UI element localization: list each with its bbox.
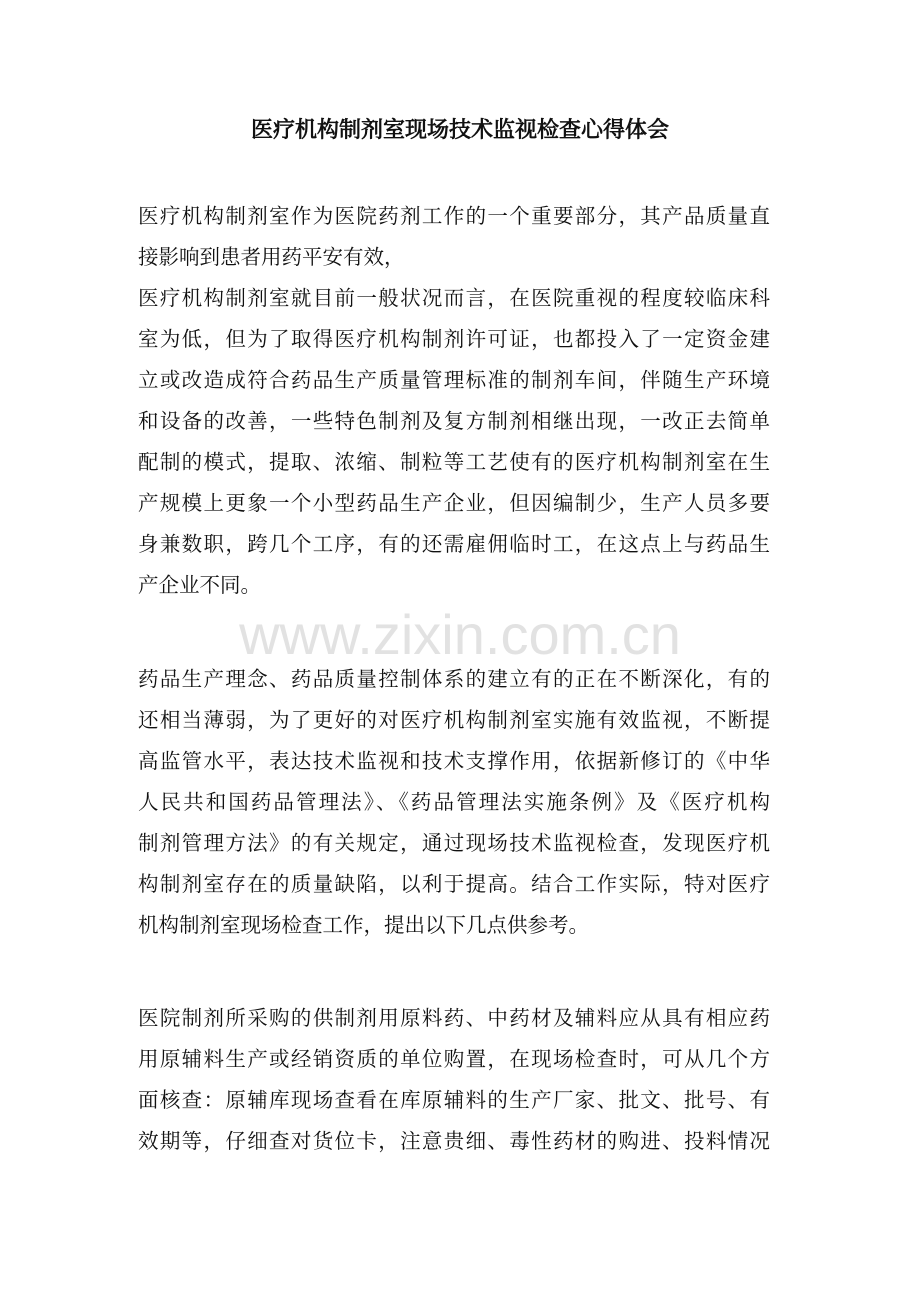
paragraph-line: 接影响到患者用药平安有效，	[138, 245, 405, 269]
paragraph-line: 高监管水平，表达技术监视和技术支撑作用，依据新修订的《中华	[138, 749, 770, 773]
paragraph-2	[138, 659, 770, 946]
paragraph-line: 配制的模式，提取、浓缩、制粒等工艺使有的医疗机构制剂室在生	[138, 450, 770, 474]
watermark: www.zixin.com.cn	[239, 603, 681, 666]
paragraph-line: 医疗机构制剂室作为医院药剂工作的一个重要部分，其产品质量直	[138, 204, 770, 228]
paragraph-line: 还相当薄弱，为了更好的对医疗机构制剂室实施有效监视，不断提	[138, 708, 770, 732]
paragraph-line: 立或改造成符合药品生产质量管理标准的制剂车间，伴随生产环境	[138, 368, 770, 392]
document-title: 医疗机构制剂室现场技术监视检查心得体会	[250, 117, 669, 143]
paragraph-line: 和设备的改善，一些特色制剂及复方制剂相继出现，一改正去简单	[138, 409, 770, 433]
paragraph-line: 构制剂室存在的质量缺陷，以利于提高。结合工作实际，特对医疗	[138, 872, 770, 896]
paragraph-line: 产企业不同。	[138, 573, 261, 597]
paragraph-line: 人民共和国药品管理法》、《药品管理法实施条例》及《医疗机构	[138, 790, 770, 814]
paragraph-line: 用原辅料生产或经销资质的单位购置，在现场检查时，可从几个方	[138, 1047, 770, 1071]
paragraph-line: 医院制剂所采购的供制剂用原料药、中药材及辅料应从具有相应药	[138, 1006, 770, 1030]
paragraph-1	[138, 196, 770, 606]
paragraph-line: 制剂管理方法》的有关规定，通过现场技术监视检查，发现医疗机	[138, 831, 770, 855]
paragraph-line: 机构制剂室现场检查工作，提出以下几点供参考。	[138, 913, 589, 937]
paragraph-line: 药品生产理念、药品质量控制体系的建立有的正在不断深化，有的	[138, 667, 770, 691]
paragraph-3	[138, 998, 770, 1162]
paragraph-line: 产规模上更象一个小型药品生产企业，但因编制少，生产人员多要	[138, 491, 770, 515]
paragraph-line: 室为低，但为了取得医疗机构制剂许可证，也都投入了一定资金建	[138, 327, 770, 351]
paragraph-line: 医疗机构制剂室就目前一般状况而言，在医院重视的程度较临床科	[138, 286, 770, 310]
paragraph-line: 身兼数职，跨几个工序，有的还需雇佣临时工，在这点上与药品生	[138, 532, 770, 556]
paragraph-line: 面核查：原辅库现场查看在库原辅料的生产厂家、批文、批号、有	[138, 1088, 770, 1112]
paragraph-line: 效期等，仔细查对货位卡，注意贵细、毒性药材的购进、投料情况	[138, 1129, 770, 1153]
